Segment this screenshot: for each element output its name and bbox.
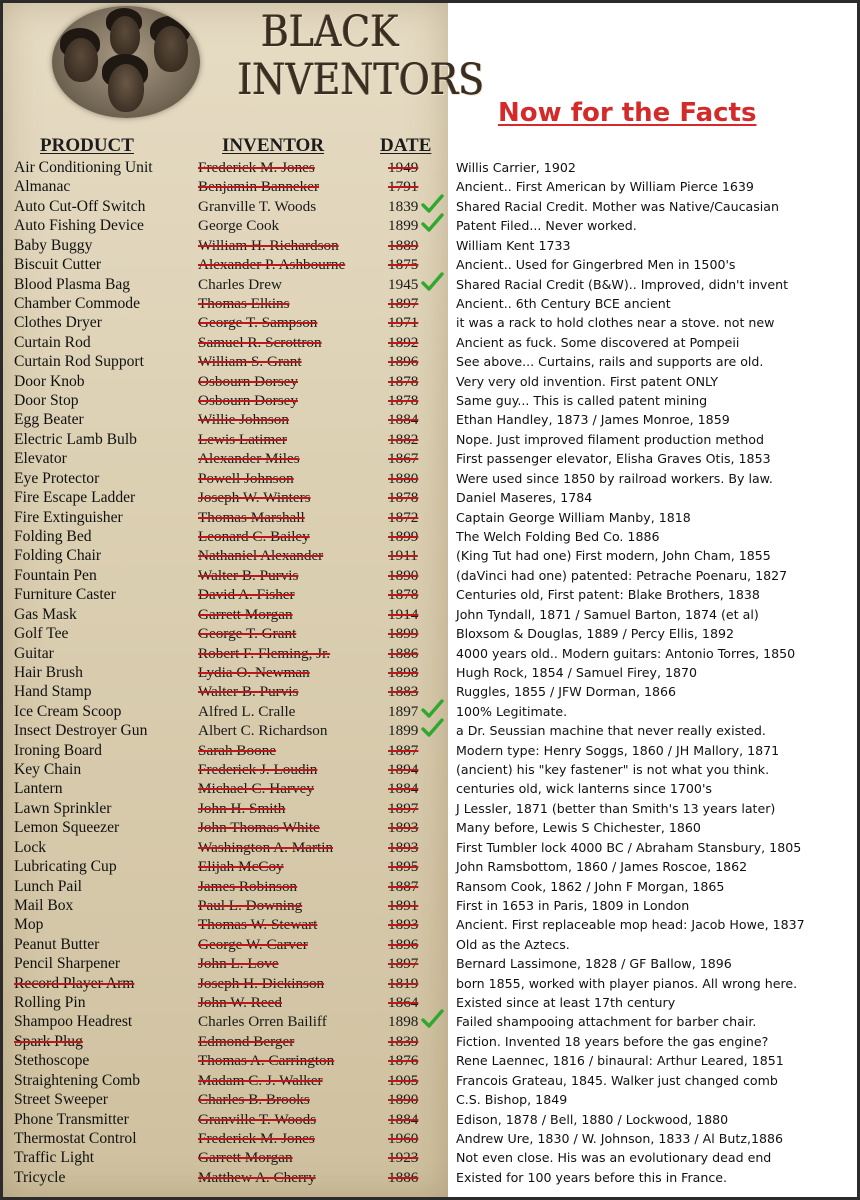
product-cell: Baby Buggy: [14, 236, 93, 254]
product-cell: Golf Tee: [14, 625, 69, 643]
date-cell: 1878: [388, 586, 419, 604]
table-row: [0, 935, 860, 954]
product-cell: Blood Plasma Bag: [14, 275, 131, 293]
fact-cell: Bernard Lassimone, 1828 / GF Ballow, 1896: [456, 956, 732, 972]
date-cell: 1889: [388, 236, 419, 254]
fact-cell: Existed since at least 17th century: [456, 995, 676, 1011]
product-cell: Peanut Butter: [14, 935, 100, 953]
inventor-cell: Paul L. Downing: [198, 896, 303, 914]
table-row: [0, 1168, 860, 1187]
date-cell: 1886: [388, 644, 419, 662]
inventor-cell: John Thomas White: [198, 819, 320, 837]
date-cell: 1899: [388, 217, 419, 235]
facts-title: Now for the Facts: [498, 98, 757, 128]
poster-title-line2: INVENTORS: [237, 55, 485, 105]
fact-cell: Ancient. First replaceable mop head: Jacob Howe, 1837: [456, 917, 805, 933]
fact-cell: Old as the Aztecs.: [456, 936, 570, 952]
inventors-photo: [52, 6, 200, 118]
fact-cell: Same guy... This is called patent mining: [456, 393, 708, 409]
date-cell: 1897: [388, 799, 419, 817]
product-cell: Rolling Pin: [14, 994, 86, 1012]
product-cell: Phone Transmitter: [14, 1110, 129, 1128]
table-row: [0, 915, 860, 934]
fact-cell: See above... Curtains, rails and supports are old.: [456, 354, 764, 370]
product-cell: Lubricating Cup: [14, 858, 117, 876]
inventor-cell: George T. Sampson: [198, 314, 318, 332]
inventor-cell: Thomas Elkins: [198, 294, 290, 312]
fact-cell: Not even close. His was an evolutionary dead end: [456, 1150, 772, 1166]
product-cell: Auto Fishing Device: [14, 217, 144, 235]
product-cell: Auto Cut-Off Switch: [14, 197, 146, 215]
inventor-cell: Walter B. Purvis: [198, 683, 299, 701]
fact-cell: Shared Racial Credit. Mother was Native/Caucasian: [456, 198, 779, 214]
date-cell: 1876: [388, 1052, 419, 1070]
product-cell: Street Sweeper: [14, 1091, 108, 1109]
inventor-cell: James Robinson: [198, 877, 298, 895]
table-row: [0, 294, 860, 313]
date-cell: 1791: [388, 178, 419, 196]
poster-title-line1: BLACK: [261, 7, 399, 57]
product-cell: Spark Plug: [14, 1032, 83, 1050]
table-row: [0, 527, 860, 546]
product-cell: Lemon Squeezer: [14, 819, 120, 837]
date-cell: 1897: [388, 955, 419, 973]
inventor-cell: Frederick J. Loudin: [198, 761, 318, 779]
date-cell: 1971: [388, 314, 419, 332]
product-cell: Chamber Commode: [14, 294, 141, 312]
product-cell: Ice Cream Scoop: [14, 702, 122, 720]
fact-cell: Francois Grateau, 1845. Walker just changed comb: [456, 1072, 778, 1088]
product-cell: Elevator: [14, 450, 67, 468]
inventor-cell: William S. Grant: [198, 353, 302, 371]
product-cell: Hair Brush: [14, 663, 83, 681]
product-cell: Fire Extinguisher: [14, 508, 123, 526]
product-cell: Furniture Caster: [14, 586, 116, 604]
inventor-cell: Charles Orren Bailiff: [198, 1013, 327, 1031]
product-cell: Air Conditioning Unit: [14, 159, 153, 176]
inventor-cell: Frederick M. Jones: [198, 1130, 315, 1147]
fact-cell: Captain George William Manby, 1818: [456, 509, 691, 525]
fact-cell: The Welch Folding Bed Co. 1886: [456, 528, 660, 544]
header-product: PRODUCT: [40, 135, 134, 156]
inventor-cell: John L. Love: [198, 955, 279, 973]
product-cell: Straightening Comb: [14, 1071, 141, 1089]
date-cell: 1895: [388, 858, 419, 876]
product-cell: Fire Escape Ladder: [14, 489, 136, 507]
table-row: [0, 605, 860, 624]
inventor-cell: Walter B. Purvis: [198, 566, 299, 584]
date-cell: 1839: [388, 197, 419, 215]
product-cell: Hand Stamp: [14, 683, 92, 701]
date-cell: 1864: [388, 994, 419, 1012]
fact-cell: Shared Racial Credit (B&W).. Improved, didn't invent: [456, 276, 789, 292]
table-row: [0, 954, 860, 973]
inventor-cell: Benjamin Banneker: [198, 178, 320, 196]
product-cell: Folding Chair: [14, 547, 102, 565]
inventor-cell: Michael C. Harvey: [198, 780, 314, 798]
date-cell: 1875: [388, 256, 419, 274]
date-cell: 1878: [388, 489, 419, 507]
table-row: [0, 430, 860, 449]
fact-cell: First Tumbler lock 4000 BC / Abraham Stansbury, 1805: [456, 839, 802, 855]
date-cell: 1867: [388, 450, 419, 468]
inventor-cell: Matthew A. Cherry: [198, 1168, 316, 1186]
fact-cell: Fiction. Invented 18 years before the gas engine?: [456, 1033, 769, 1049]
product-cell: Shampoo Headrest: [14, 1013, 133, 1031]
product-cell: Eye Protector: [14, 469, 100, 487]
date-cell: 1905: [388, 1071, 419, 1089]
inventor-cell: Frederick M. Jones: [198, 159, 315, 176]
inventor-cell: Thomas A. Carrington: [198, 1052, 335, 1070]
inventor-cell: John W. Reed: [198, 994, 282, 1012]
product-cell: Record Player Arm: [14, 974, 135, 992]
table-row: [0, 1110, 860, 1129]
fact-cell: John Tyndall, 1871 / Samuel Barton, 1874 (et al): [456, 606, 759, 622]
inventor-cell: Leonard C. Bailey: [198, 527, 310, 545]
checkmark-icon: [420, 1008, 444, 1030]
date-cell: 1899: [388, 527, 419, 545]
date-cell: 1884: [388, 1110, 419, 1128]
table-row: [0, 1071, 860, 1090]
inventor-cell: Granville T. Woods: [198, 197, 317, 215]
fact-cell: First passenger elevator, Elisha Graves Otis, 1853: [456, 451, 771, 467]
date-cell: 1897: [388, 702, 419, 720]
product-cell: Door Stop: [14, 392, 79, 410]
table-row: [0, 1012, 860, 1031]
inventor-cell: Nathaniel Alexander: [198, 547, 324, 565]
fact-cell: Centuries old, First patent: Blake Brothers, 1838: [456, 587, 760, 603]
product-cell: Folding Bed: [14, 527, 92, 545]
product-cell: Stethoscope: [14, 1052, 90, 1070]
product-cell: Insect Destroyer Gun: [14, 722, 148, 740]
fact-cell: (daVinci had one) patented: Petrache Poenaru, 1827: [456, 567, 788, 583]
header-inventor: INVENTOR: [222, 135, 325, 156]
date-cell: 1882: [388, 430, 419, 448]
date-cell: 1896: [388, 353, 419, 371]
table-row: [0, 663, 860, 682]
inventor-cell: Joseph W. Winters: [198, 489, 311, 507]
checkmark-icon: [420, 717, 444, 739]
inventor-cell: George Cook: [198, 217, 280, 235]
product-cell: Curtain Rod Support: [14, 353, 144, 371]
date-cell: 1923: [388, 1149, 419, 1167]
table-row: [0, 838, 860, 857]
table-row: [0, 741, 860, 760]
table-row: [0, 449, 860, 468]
product-cell: Traffic Light: [14, 1149, 95, 1167]
inventor-cell: Willie Johnson: [198, 411, 289, 429]
product-cell: Guitar: [14, 644, 54, 662]
table-row: [0, 644, 860, 663]
date-cell: 1878: [388, 372, 419, 390]
fact-cell: Ancient.. First American by William Pierce 1639: [456, 179, 754, 195]
date-cell: 1893: [388, 916, 419, 934]
inventor-cell: Robert F. Fleming, Jr.: [198, 644, 331, 662]
fact-cell: Ruggles, 1855 / JFW Dorman, 1866: [456, 684, 677, 700]
table-row: [0, 1051, 860, 1070]
fact-cell: (ancient) his "key fastener" is not what you think.: [456, 762, 770, 778]
fact-cell: centuries old, wick lanterns since 1700's: [456, 781, 712, 797]
table-row: [0, 216, 860, 235]
checkmark-icon: [420, 212, 444, 234]
table-row: [0, 372, 860, 391]
table-row: [0, 974, 860, 993]
inventor-cell: Edmond Berger: [198, 1032, 295, 1050]
product-cell: Thermostat Control: [14, 1130, 137, 1147]
date-cell: 1890: [388, 566, 419, 584]
date-cell: 1896: [388, 935, 419, 953]
table-row: [0, 488, 860, 507]
table-row: [0, 877, 860, 896]
table-row: [0, 566, 860, 585]
table-row: [0, 391, 860, 410]
inventor-cell: Charles Drew: [198, 275, 282, 293]
date-cell: 1886: [388, 1168, 419, 1186]
fact-cell: Modern type: Henry Soggs, 1860 / JH Mallory, 1871: [456, 742, 780, 758]
inventor-cell: Garrett Morgan: [198, 1149, 293, 1167]
inventor-cell: John H. Smith: [198, 799, 286, 817]
product-cell: Mop: [14, 916, 44, 934]
header-date: DATE: [380, 135, 432, 156]
inventor-cell: Elijah McCoy: [198, 858, 284, 876]
table-row: [0, 624, 860, 643]
table-row: [0, 1148, 860, 1167]
fact-cell: Ancient as fuck. Some discovered at Pompeii: [456, 334, 740, 350]
date-cell: 1887: [388, 877, 419, 895]
product-cell: Lock: [14, 838, 47, 856]
fact-cell: born 1855, worked with player pianos. All wrong here.: [456, 975, 798, 991]
fact-cell: Bloxsom & Douglas, 1889 / Percy Ellis, 1892: [456, 626, 734, 642]
fact-cell: C.S. Bishop, 1849: [456, 1092, 568, 1108]
product-cell: Almanac: [14, 178, 71, 196]
date-cell: 1949: [388, 159, 419, 176]
table-row: [0, 508, 860, 527]
fact-cell: 100% Legitimate.: [456, 703, 568, 719]
inventor-cell: Washington A. Martin: [198, 838, 334, 856]
product-cell: Key Chain: [14, 761, 82, 779]
inventor-cell: Lydia O. Newman: [198, 663, 310, 681]
inventor-cell: Samuel R. Scrottron: [198, 333, 322, 351]
product-cell: Ironing Board: [14, 741, 102, 759]
table-row: [0, 721, 860, 740]
product-cell: Curtain Rod: [14, 333, 91, 351]
inventor-cell: Joseph H. Dickinson: [198, 974, 325, 992]
date-cell: 1884: [388, 411, 419, 429]
fact-cell: Andrew Ure, 1830 / W. Johnson, 1833 / Al Butz,1886: [456, 1131, 784, 1146]
fact-cell: Ethan Handley, 1873 / James Monroe, 1859: [456, 412, 730, 428]
date-cell: 1883: [388, 683, 419, 701]
fact-cell: Patent Filed... Never worked.: [456, 218, 637, 234]
date-cell: 1892: [388, 333, 419, 351]
table-row: [0, 236, 860, 255]
table-row: [0, 333, 860, 352]
date-cell: 1872: [388, 508, 419, 526]
product-cell: Door Knob: [14, 372, 85, 390]
fact-cell: Edison, 1878 / Bell, 1880 / Lockwood, 1880: [456, 1111, 729, 1127]
table-row: [0, 313, 860, 332]
table-row: [0, 1032, 860, 1051]
fact-cell: Ancient.. 6th Century BCE ancient: [456, 295, 671, 311]
table-row: [0, 779, 860, 798]
date-cell: 1960: [388, 1130, 419, 1147]
checkmark-icon: [420, 271, 444, 293]
fact-cell: First in 1653 in Paris, 1809 in London: [456, 897, 690, 913]
fact-cell: Hugh Rock, 1854 / Samuel Firey, 1870: [456, 664, 698, 680]
fact-cell: Willis Carrier, 1902: [456, 160, 576, 175]
product-cell: Electric Lamb Bulb: [14, 430, 137, 448]
product-cell: Mail Box: [14, 896, 74, 914]
fact-cell: it was a rack to hold clothes near a stove. not new: [456, 315, 775, 331]
date-cell: 1839: [388, 1032, 419, 1050]
table-row: [0, 352, 860, 371]
table-row: [0, 410, 860, 429]
fact-cell: a Dr. Seussian machine that never really existed.: [456, 723, 766, 739]
date-cell: 1884: [388, 780, 419, 798]
table-row: [0, 857, 860, 876]
inventor-cell: Powell Johnson: [198, 469, 294, 487]
date-cell: 1945: [388, 275, 419, 293]
date-cell: 1819: [388, 974, 419, 992]
inventor-cell: David A. Fisher: [198, 586, 295, 604]
date-cell: 1899: [388, 625, 419, 643]
inventor-cell: Madam C. J. Walker: [198, 1071, 323, 1089]
date-cell: 1887: [388, 741, 419, 759]
date-cell: 1891: [388, 896, 419, 914]
inventor-cell: Garrett Morgan: [198, 605, 293, 623]
table-row: [0, 546, 860, 565]
table-row: [0, 585, 860, 604]
table-row: [0, 896, 860, 915]
date-cell: 1893: [388, 838, 419, 856]
date-cell: 1893: [388, 819, 419, 837]
date-cell: 1878: [388, 392, 419, 410]
product-cell: Fountain Pen: [14, 566, 97, 584]
product-cell: Lawn Sprinkler: [14, 799, 112, 817]
date-cell: 1897: [388, 294, 419, 312]
table-row: [0, 818, 860, 837]
table-row: [0, 799, 860, 818]
product-cell: Clothes Dryer: [14, 314, 102, 332]
date-cell: 1898: [388, 663, 419, 681]
fact-cell: Daniel Maseres, 1784: [456, 490, 593, 506]
inventor-cell: William H. Richardson: [198, 236, 339, 254]
product-cell: Tricycle: [14, 1168, 66, 1186]
table-row: [0, 1129, 860, 1148]
fact-cell: Very very old invention. First patent ONLY: [456, 373, 719, 389]
fact-cell: Were used since 1850 by railroad workers. By law.: [456, 470, 773, 486]
product-cell: Lantern: [14, 780, 63, 798]
fact-cell: John Ramsbottom, 1860 / James Roscoe, 1862: [456, 859, 748, 875]
fact-cell: Rene Laennec, 1816 / binaural: Arthur Leared, 1851: [456, 1053, 784, 1069]
product-cell: Gas Mask: [14, 605, 77, 623]
fact-cell: Many before, Lewis S Chichester, 1860: [456, 820, 701, 836]
inventor-cell: Alfred L. Cralle: [198, 702, 296, 720]
date-cell: 1911: [388, 547, 418, 565]
table-row: [0, 275, 860, 294]
table-row: [0, 1090, 860, 1109]
inventor-cell: Sarah Boone: [198, 741, 277, 759]
fact-cell: Existed for 100 years before this in France.: [456, 1169, 728, 1185]
inventor-cell: Granville T. Woods: [198, 1110, 317, 1128]
fact-cell: Ancient.. Used for Gingerbred Men in 1500's: [456, 257, 736, 273]
date-cell: 1899: [388, 722, 419, 740]
table-row: [0, 760, 860, 779]
inventor-cell: Osbourn Dorsey: [198, 392, 298, 410]
table-row: [0, 158, 860, 177]
inventor-cell: Alexander P. Ashbourne: [198, 256, 346, 274]
date-cell: 1894: [388, 761, 419, 779]
date-cell: 1898: [388, 1013, 419, 1031]
inventor-cell: Osbourn Dorsey: [198, 372, 298, 390]
inventor-cell: Alexander Miles: [198, 450, 300, 468]
inventor-cell: Thomas Marshall: [198, 508, 305, 526]
fact-cell: J Lessler, 1871 (better than Smith's 13 years later): [456, 800, 776, 816]
product-cell: Lunch Pail: [14, 877, 82, 895]
product-cell: Biscuit Cutter: [14, 256, 102, 274]
inventor-cell: George T. Grant: [198, 625, 297, 643]
product-cell: Egg Beater: [14, 411, 84, 429]
date-cell: 1880: [388, 469, 419, 487]
inventor-cell: George W. Carver: [198, 935, 308, 953]
fact-cell: Failed shampooing attachment for barber chair.: [456, 1014, 757, 1030]
inventor-cell: Lewis Latimer: [198, 430, 287, 448]
inventor-cell: Albert C. Richardson: [198, 722, 328, 740]
table-row: [0, 469, 860, 488]
date-cell: 1914: [388, 605, 419, 623]
fact-cell: 4000 years old.. Modern guitars: Antonio Torres, 1850: [456, 645, 796, 661]
inventor-cell: Charles B. Brooks: [198, 1091, 310, 1109]
fact-cell: William Kent 1733: [456, 237, 571, 253]
fact-cell: (King Tut had one) First modern, John Cham, 1855: [456, 548, 771, 564]
fact-cell: Nope. Just improved filament production method: [456, 431, 764, 447]
inventor-cell: Thomas W. Stewart: [198, 916, 318, 934]
fact-cell: Ransom Cook, 1862 / John F Morgan, 1865: [456, 878, 725, 894]
date-cell: 1890: [388, 1091, 419, 1109]
product-cell: Pencil Sharpener: [14, 955, 121, 973]
